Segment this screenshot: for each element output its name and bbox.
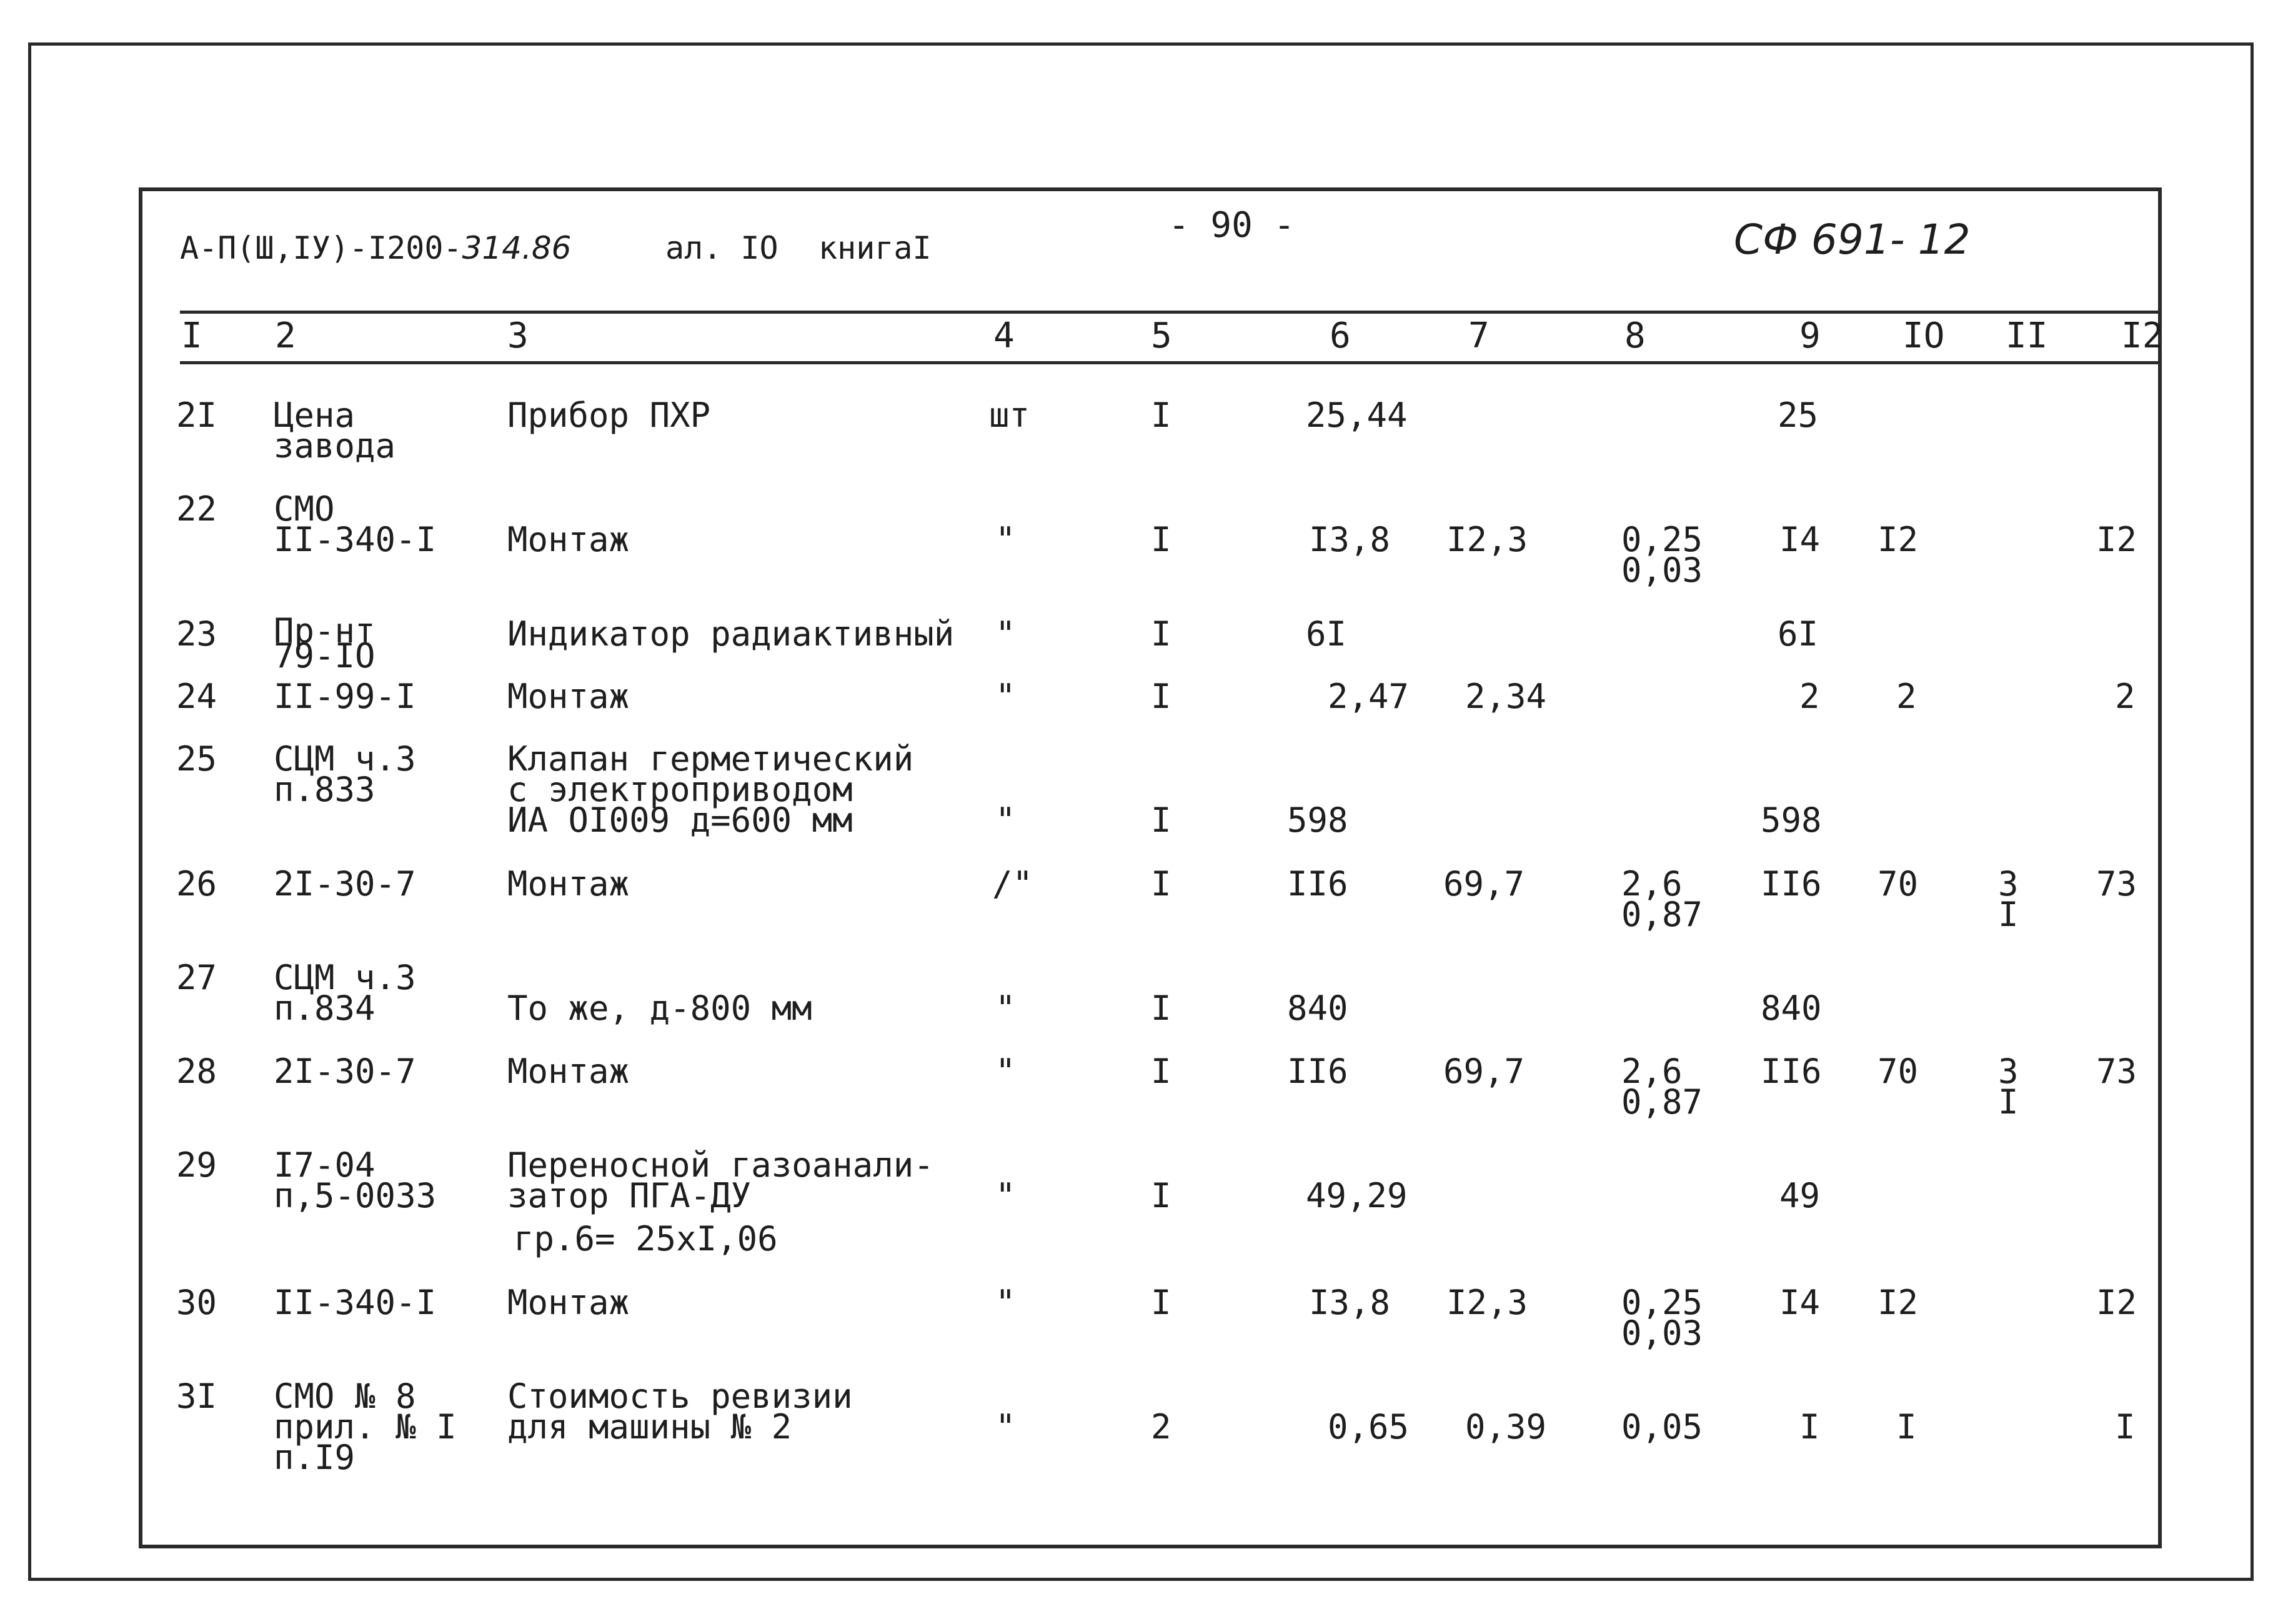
row-col9: 49: [1779, 1176, 1821, 1215]
row-col10: 2: [1896, 677, 1917, 716]
row-col6: II6: [1287, 1052, 1348, 1091]
row-description: Индикатор радиактивный: [507, 614, 955, 654]
row-col9: 6I: [1778, 614, 1819, 654]
row-col7: 69,7: [1443, 1052, 1525, 1091]
row-col8: 2,6 0,87: [1621, 1052, 1703, 1122]
column-number: 5: [1151, 316, 1172, 356]
row-description: Монтаж: [507, 1052, 630, 1091]
inner-border: [139, 187, 2162, 1548]
row-col6: 25,44: [1306, 396, 1408, 435]
row-reference: 2I-30-7: [274, 1052, 416, 1091]
row-col6: 598: [1287, 800, 1348, 840]
row-number: 24: [176, 677, 217, 716]
row-number: 27: [176, 958, 217, 997]
column-number: II: [2006, 316, 2048, 356]
row-col7: 2,34: [1465, 677, 1547, 716]
row-quantity: I: [1151, 396, 1171, 435]
column-number: I: [181, 316, 202, 356]
row-reference: I7-04 п,5-0033: [274, 1145, 437, 1215]
row-unit: шт: [989, 396, 1030, 435]
row-col12: 2: [2115, 677, 2136, 716]
column-number: 8: [1624, 316, 1646, 356]
row-quantity: I: [1151, 1052, 1171, 1091]
row-quantity: I: [1151, 677, 1171, 716]
row-reference: Пр-нт 79-IO: [274, 611, 376, 675]
page-number: - 90 -: [1168, 205, 1295, 246]
row-reference: СМО № 8 прил. № I п.I9: [274, 1377, 457, 1477]
row-col12: I: [2115, 1407, 2136, 1447]
row-col9: I4: [1779, 520, 1821, 559]
row-col6: 6I: [1306, 614, 1347, 654]
row-col7: I2,3: [1446, 1283, 1528, 1322]
row-unit: ": [995, 1283, 1016, 1322]
column-number: IO: [1903, 316, 1945, 356]
row-col9: II6: [1761, 864, 1822, 904]
row-col11: 3 I: [1998, 1052, 2019, 1122]
row-col7: 0,39: [1465, 1407, 1547, 1447]
row-col8: 0,25 0,03: [1621, 1283, 1703, 1353]
row-col6: II6: [1287, 864, 1348, 904]
column-number: I2: [2121, 316, 2164, 356]
row-description: Клапан герметический с электроприводом ИА OI009 д=600 мм: [507, 739, 914, 840]
handwritten-stamp: СФ 691- 12: [1734, 216, 1971, 264]
row-col6: I3,8: [1309, 1283, 1391, 1322]
row-col9: 840: [1761, 989, 1822, 1028]
row-col12: I2: [2096, 520, 2137, 559]
row-quantity: I: [1151, 1176, 1171, 1215]
row-col10: 70: [1878, 864, 1919, 904]
row-col10: I: [1896, 1407, 1917, 1447]
row-col7: 69,7: [1443, 864, 1525, 904]
row-col10: I2: [1878, 520, 1919, 559]
row-number: 26: [176, 864, 217, 904]
row-quantity: I: [1151, 800, 1171, 840]
column-number: 3: [507, 316, 529, 356]
row-note: гр.6= 25xI,06: [514, 1219, 778, 1258]
row-col12: I2: [2096, 1283, 2137, 1322]
row-col6: 49,29: [1306, 1176, 1408, 1215]
row-col6: 840: [1287, 989, 1348, 1028]
document-code: [180, 230, 572, 266]
column-number: 7: [1468, 316, 1490, 356]
row-col12: 73: [2096, 864, 2137, 904]
row-col8: 0,25 0,03: [1621, 520, 1703, 590]
row-number: 3I: [176, 1377, 217, 1416]
row-col7: I2,3: [1446, 520, 1528, 559]
row-quantity: I: [1151, 1283, 1171, 1322]
album-number: ал. IO: [665, 230, 778, 266]
row-description: Монтаж: [507, 677, 630, 716]
row-number: 29: [176, 1145, 217, 1185]
row-description: Стоимость ревизии для машины № 2: [507, 1377, 853, 1447]
column-number: 2: [275, 316, 296, 356]
row-description: Монтаж: [507, 864, 630, 904]
row-reference: СЦМ ч.3 п.833: [274, 739, 416, 809]
row-col10: 70: [1878, 1052, 1919, 1091]
row-quantity: I: [1151, 864, 1171, 904]
header-rule-bottom: [180, 361, 2162, 364]
row-col8: 2,6 0,87: [1621, 864, 1703, 934]
row-quantity: I: [1151, 614, 1171, 654]
row-description: Монтаж: [507, 1283, 630, 1322]
row-quantity: I: [1151, 520, 1171, 559]
row-description: То же, д-800 мм: [507, 989, 812, 1028]
row-col6: I3,8: [1309, 520, 1391, 559]
row-quantity: I: [1151, 989, 1171, 1028]
row-col6: 2,47: [1328, 677, 1410, 716]
column-number: 6: [1330, 316, 1351, 356]
row-number: 30: [176, 1283, 217, 1322]
column-number: 4: [993, 316, 1015, 356]
row-col9: I4: [1779, 1283, 1821, 1322]
row-unit: ": [995, 989, 1016, 1028]
row-reference: СЦМ ч.3 п.834: [274, 958, 416, 1028]
row-col8: 0,05: [1621, 1407, 1703, 1447]
row-col6: 0,65: [1328, 1407, 1410, 1447]
row-reference: Цена завода: [274, 396, 396, 466]
book-number: книгаI: [818, 230, 932, 266]
row-unit: ": [995, 520, 1016, 559]
row-description: Прибор ПХР: [507, 396, 711, 435]
row-number: 2I: [176, 396, 217, 435]
column-number: 9: [1799, 316, 1821, 356]
row-col9: II6: [1761, 1052, 1822, 1091]
row-unit: ": [995, 800, 1016, 840]
row-unit: ": [995, 1176, 1016, 1215]
row-description: Монтаж: [507, 520, 630, 559]
row-col10: I2: [1878, 1283, 1919, 1322]
row-reference: 2I-30-7: [274, 864, 416, 904]
row-number: 28: [176, 1052, 217, 1091]
header-rule-top: [180, 311, 2162, 314]
row-unit: ": [995, 1407, 1016, 1447]
row-unit: ": [995, 677, 1016, 716]
row-reference: II-340-I: [274, 1283, 437, 1322]
row-col9: 25: [1778, 396, 1819, 435]
row-reference: II-99-I: [274, 677, 416, 716]
row-unit: ": [995, 1052, 1016, 1091]
row-unit: /": [992, 864, 1033, 904]
row-number: 23: [176, 614, 217, 654]
row-col11: 3 I: [1998, 864, 2019, 934]
document-code-handwritten: 314.86: [462, 230, 572, 266]
row-col12: 73: [2096, 1052, 2137, 1091]
row-quantity: 2: [1151, 1407, 1171, 1447]
row-col9: 598: [1761, 800, 1822, 840]
row-unit: ": [995, 614, 1016, 654]
row-description: Переносной газоанали- затор ПГА-ДУ: [507, 1145, 934, 1215]
row-col9: I: [1799, 1407, 1820, 1447]
row-number: 25: [176, 739, 217, 779]
document-code-typed: А-П(Ш,IУ)-I200-: [180, 230, 462, 266]
row-col9: 2: [1799, 677, 1820, 716]
row-reference: СМО II-340-I: [274, 489, 437, 559]
row-number: 22: [176, 489, 217, 529]
